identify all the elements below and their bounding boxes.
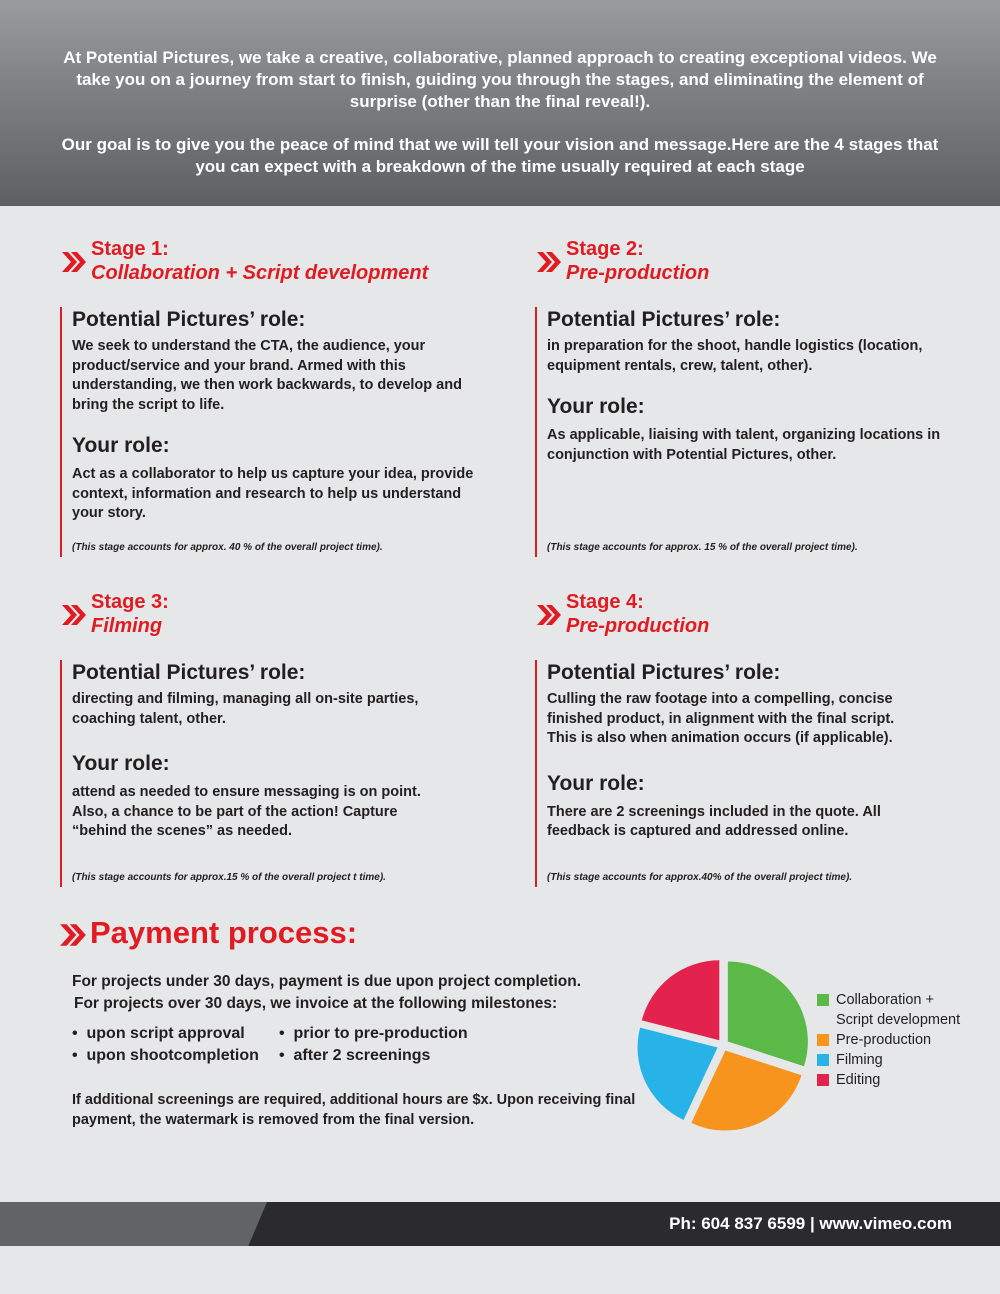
milestone-bullet [72,1045,259,1067]
stage-1-label: Stage 1: [91,238,169,260]
milestone-bullet [72,1023,245,1045]
legend-label: Editing [836,1072,881,1088]
stage-4-note: (This stage accounts for approx.40% of the overall project time). [547,872,853,883]
intro-paragraph: At Potential Pictures, we take a creative, collaborative, planned approach to creating exceptional videos. We take you on a journey from start to finish, guiding you through the stages, and eliminating the element of surprise (other than the final reveal!). [63,48,937,111]
double-chevron-icon [535,601,563,629]
legend-label: Filming [836,1052,883,1068]
footer-bar [0,1202,1000,1246]
stage-2-pp-heading: Potential Pictures’ role: [547,308,781,331]
legend-item-collaboration [817,990,992,1030]
stage-2-pp-text: in preparation for the shoot, handle logistics (location, equipment rentals, crew, talent, other). [547,338,923,374]
milestone-bullet [279,1045,430,1067]
stage-3-your-heading: Your role: [72,752,170,775]
stage-1-your-text: Act as a collaborator to help us capture your idea, provide context, information and research to help us understand your story. [72,466,474,521]
stage-1-subtitle: Collaboration + Script development [91,262,429,284]
pie-slice-editing [642,960,719,1040]
stage-2-box [535,307,955,557]
payment-footnote: If additional screenings are required, additional hours are $x. Upon receiving final payment, the watermark is removed from the final version. [72,1092,636,1128]
legend-item-editing [817,1070,992,1090]
bullet-dot: • [72,1025,78,1042]
stage-2-your-text: As applicable, liaising with talent, organizing locations in conjunction with Potential Pictures, other. [547,427,941,463]
payment-line-1: For projects under 30 days, payment is due upon project completion. [72,973,582,990]
bullet-dot: • [72,1047,78,1064]
bullet-dot: • [279,1047,285,1064]
stage-3-title [91,590,169,638]
pie-slice-collaboration-script-development [728,961,808,1066]
milestone-label: prior to pre-production [293,1025,468,1042]
milestone-label: upon shootcompletion [86,1047,259,1064]
stage-4-label: Stage 4: [566,591,644,613]
milestone-bullet [279,1023,468,1045]
double-chevron-icon [535,248,563,276]
legend-label [836,992,960,1028]
stage-3-pp-heading: Potential Pictures’ role: [72,661,306,684]
stage-1-note: (This stage accounts for approx. 40 % of the overall project time). [72,542,383,553]
legend-item-preproduction [817,1030,992,1050]
stage-3-label: Stage 3: [91,591,169,613]
stage-2-title [566,237,709,285]
stage-2-your-heading: Your role: [547,395,645,418]
chart-legend [817,990,992,1090]
legend-swatch [817,1074,829,1086]
payment-title: Payment process: [90,915,358,950]
legend-item-filming [817,1050,992,1070]
stage-1-pp-heading: Potential Pictures’ role: [72,308,306,331]
goal-paragraph: Our goal is to give you the peace of mind that we will tell your vision and message.Here are the 4 stages that you can expect with a breakdown of the time usually required at each stage [61,135,939,176]
double-chevron-icon [60,601,88,629]
stage-4-pp-heading: Potential Pictures’ role: [547,661,781,684]
intro-banner [0,0,1000,206]
footer-accent [0,1202,267,1246]
bullet-dot: • [279,1025,285,1042]
stage-2-note: (This stage accounts for approx. 15 % of the overall project time). [547,542,858,553]
contact-info: Ph: 604 837 6599 | www.vimeo.com [669,1214,952,1233]
stage-1-box [60,307,480,557]
stage-3-your-text: attend as needed to ensure messaging is on point. Also, a chance to be part of the action! Capture “behind the scenes” as needed. [72,784,421,839]
stage-3-pp-text: directing and filming, managing all on-site parties, coaching talent, other. [72,691,419,727]
stage-1-your-heading: Your role: [72,434,170,457]
stage-4-subtitle: Pre-production [566,615,710,637]
stage-2-subtitle: Pre-production [566,262,710,284]
legend-label: Pre-production [836,1032,932,1048]
stage-4-your-heading: Your role: [547,771,645,795]
stage-3-subtitle: Filming [91,615,163,637]
stage-3-note: (This stage accounts for approx.15 % of the overall project t time). [72,872,386,883]
stage-1-title [91,237,428,285]
payment-line-2: For projects over 30 days, we invoice at the following milestones: [74,995,558,1012]
legend-label-line: Collaboration + [836,992,934,1008]
pie-chart [628,950,818,1140]
legend-swatch [817,1054,829,1066]
stage-4-title [566,590,709,638]
stage-4-box [535,660,955,887]
legend-swatch [817,994,829,1006]
stage-4-pp-text: Culling the raw footage into a compelling, concise finished product, in alignment with the final script. This is also when animation occurs (if applicable). [547,691,895,746]
milestone-label: after 2 screenings [293,1047,431,1064]
stage-1-pp-text: We seek to understand the CTA, the audience, your product/service and your brand. Armed with this understanding, we then work backwards, to develop and bring the script to life. [72,338,462,413]
double-chevron-icon [58,920,88,950]
milestone-label: upon script approval [86,1025,245,1042]
stage-2-label: Stage 2: [566,238,644,260]
stage-3-box [60,660,480,887]
double-chevron-icon [60,248,88,276]
stage-4-your-text: There are 2 screenings included in the quote. All feedback is captured and addressed online. [547,803,881,839]
legend-swatch [817,1034,829,1046]
legend-label-line: Script development [836,1012,961,1028]
